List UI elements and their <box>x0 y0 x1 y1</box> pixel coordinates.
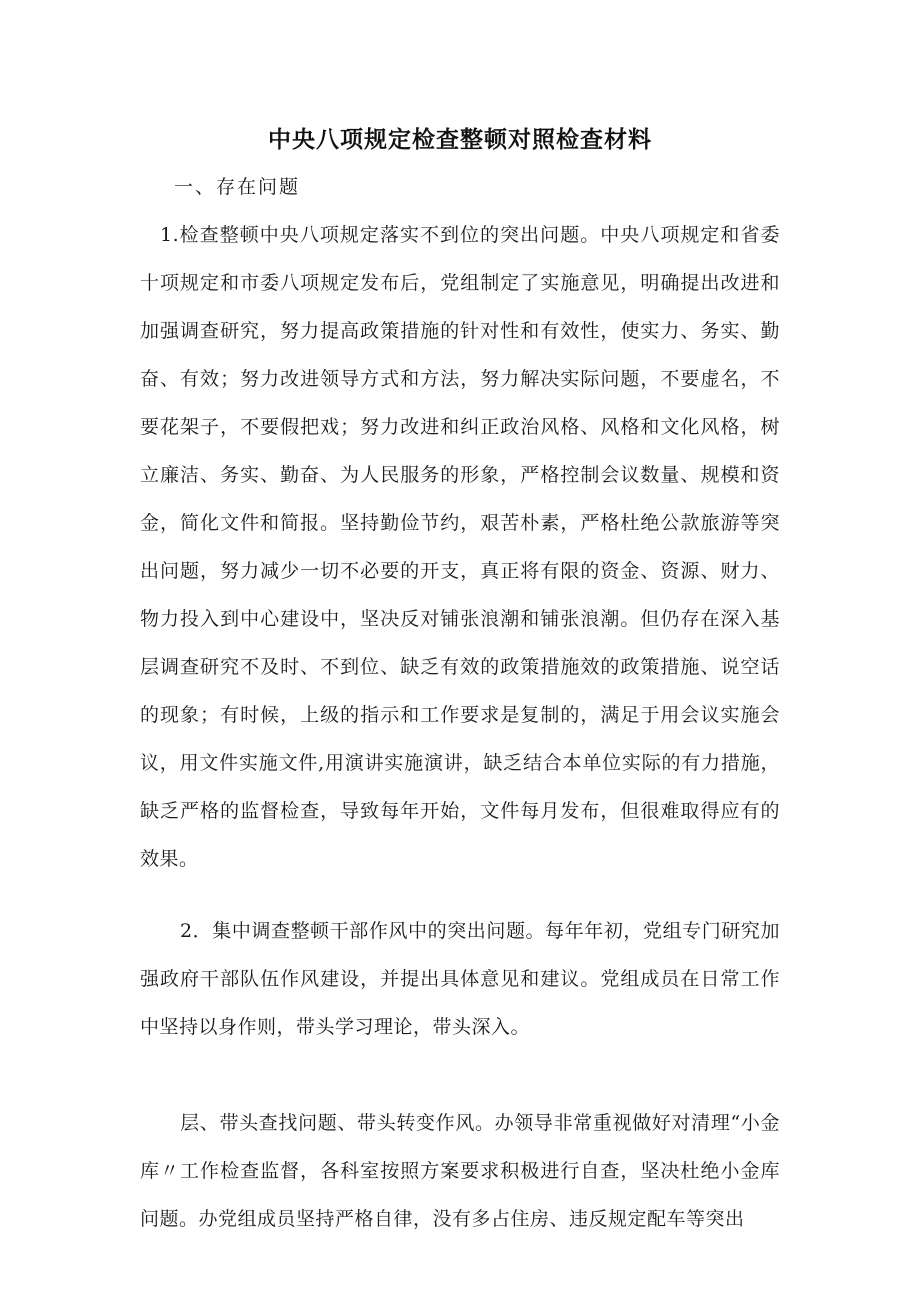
paragraph-2-text: 2．集中调查整顿干部作风中的突出问题。每年年初，党组专门研究加强政府干部队伍作风建设，并提出具体意见和建议。党组成员在日常工作中坚持以身作则，带头学习理论，带头深入。 <box>140 920 780 1038</box>
paragraph-1 <box>140 211 780 883</box>
paragraph-2 <box>140 907 780 1051</box>
section-heading: 一、存在问题 <box>174 176 301 198</box>
paragraph-1-text: 1.检查整顿中央八项规定落实不到位的突出问题。中央八项规定和省委十项规定和市委八项规定发布后，党组制定了实施意见，明确提出改进和加强调查研究，努力提高政策措施的针对性和有效性，使实力、务实、勤奋、有效；努力改进领导方式和方法，努力解决实际问题，不要虚名，不要花架子，不要假把戏；努力改进和纠正政治风格、风格和文化风格，树立廉洁、务实、勤奋、为人民服务的形象，严格控制会议数量、规模和资金，简化文件和简报。坚持勤俭节约，艰苦朴素，严格杜绝公款旅游等突出问题，努力减少一切不必要的开支，真正将有限的资金、资源、财力、物力投入到中心建设中，坚决反对铺张浪潮和铺张浪潮。但仍存在深入基层调查研究不及时、不到位、缺乏有效的政策措施效的政策措施、说空话的现象；有时候，上级的指示和工作要求是复制的，满足于用会议实施会议，用文件实施文件,用演讲实施演讲，缺乏结合本单位实际的有力措施，缺乏严格的监督检查，导致每年开始，文件每月发布，但很难取得应有的效果。 <box>140 224 780 870</box>
paragraph-3 <box>140 1099 780 1243</box>
paragraph-3-text: 层、带头查找问题、带头转变作风。办领导非常重视做好对清理“小金库〃工作检查监督，各科室按照方案要求积极进行自查，坚决杜绝小金库问题。办党组成员坚持严格自律，没有多占住房、违反规定配车等突出 <box>140 1112 780 1230</box>
document-title: 中央八项规定检查整顿对照检查材料 <box>268 127 652 153</box>
